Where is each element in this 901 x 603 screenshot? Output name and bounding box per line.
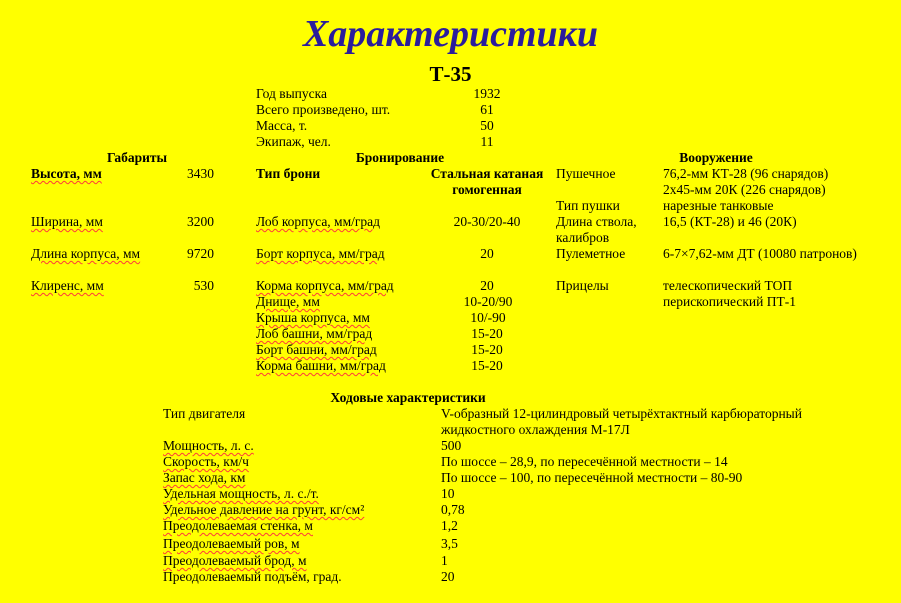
armor-value: 20	[480, 246, 494, 261]
gun-label: Пушечное	[556, 166, 616, 181]
barrel-label: калибров	[556, 230, 610, 245]
running-value: По шоссе – 28,9, по пересечённой местности – 14	[441, 454, 728, 469]
mg-label: Пулеметное	[556, 246, 626, 261]
sights-label: Прицелы	[556, 278, 609, 293]
dimension-value: 3200	[187, 214, 214, 229]
armor-label: Крыша корпуса, мм	[256, 310, 370, 325]
dimension-value: 3430	[187, 166, 214, 181]
gun-type-value: нарезные танковые	[663, 198, 774, 213]
dimension-label: Ширина, мм	[31, 214, 103, 229]
armor-value: 20-30/20-40	[453, 214, 521, 229]
running-label: Запас хода, км	[163, 470, 246, 485]
running-label: Преодолеваемый подъём, град.	[163, 569, 342, 584]
armor-header: Бронирование	[355, 150, 445, 165]
armor-value: 15-20	[471, 326, 503, 341]
general-value: 11	[480, 134, 494, 149]
running-value: 3,5	[441, 536, 458, 551]
gun-type-label: Тип пушки	[556, 198, 620, 213]
engine-label: Тип двигателя	[163, 406, 246, 421]
running-value: 20	[441, 569, 455, 584]
running-header: Ходовые характеристики	[330, 390, 486, 405]
engine-value: жидкостного охлаждения М-17Л	[441, 422, 630, 437]
armor-label: Корма башни, мм/град	[256, 358, 386, 373]
armor-type-label: Тип брони	[256, 166, 321, 181]
page-title: Характеристики	[302, 13, 599, 55]
dimension-value: 9720	[187, 246, 214, 261]
running-label: Мощность, л. с.	[163, 438, 254, 453]
general-label: Год выпуска	[256, 86, 327, 101]
sights-value: телескопический ТОП	[663, 278, 793, 293]
sights-value: перископический ПТ-1	[663, 294, 796, 309]
gun-value: 76,2-мм КТ-28 (96 снарядов)	[663, 166, 829, 181]
armor-type-value: Стальная катаная	[430, 166, 544, 181]
engine-value: V-образный 12-цилиндровый четырёхтактный карбюраторный	[441, 406, 802, 421]
armor-label: Корма корпуса, мм/град	[256, 278, 394, 293]
gun-value: 2х45-мм 20К (226 снарядов)	[663, 182, 826, 197]
barrel-label: Длина ствола,	[556, 214, 637, 229]
armor-label: Лоб корпуса, мм/град	[256, 214, 381, 229]
dimension-label: Высота, мм	[31, 166, 102, 181]
general-value: 61	[480, 102, 494, 117]
running-label: Скорость, км/ч	[163, 454, 249, 469]
running-label: Преодолеваемый брод, м	[163, 553, 307, 568]
running-value: 500	[441, 438, 462, 453]
general-label: Масса, т.	[256, 118, 308, 133]
barrel-value: 16,5 (КТ-28) и 46 (20К)	[663, 214, 797, 229]
armor-value: 15-20	[471, 358, 503, 373]
running-label: Преодолеваемый ров, м	[163, 536, 300, 551]
tank-model: Т-35	[429, 62, 472, 86]
armor-value: 10/-90	[470, 310, 506, 325]
armor-value: 20	[480, 278, 494, 293]
general-value: 1932	[473, 86, 501, 101]
weapons-header: Вооружение	[679, 150, 753, 165]
armor-value: 10-20/90	[463, 294, 513, 309]
armor-value: 15-20	[471, 342, 503, 357]
armor-label: Борт башни, мм/град	[256, 342, 377, 357]
dimension-label: Клиренс, мм	[31, 278, 104, 293]
running-label: Преодолеваемая стенка, м	[163, 518, 313, 533]
running-value: 1,2	[441, 518, 458, 533]
mg-value: 6-7×7,62-мм ДТ (10080 патронов)	[663, 246, 857, 261]
general-label: Всего произведено, шт.	[256, 102, 391, 117]
running-label: Удельное давление на грунт, кг/см²	[163, 502, 365, 517]
dimension-value: 530	[193, 278, 214, 293]
armor-label: Лоб башни, мм/град	[256, 326, 373, 341]
general-label: Экипаж, чел.	[256, 134, 331, 149]
armor-label: Борт корпуса, мм/град	[256, 246, 385, 261]
running-value: По шоссе – 100, по пересечённой местности – 80-90	[441, 470, 743, 485]
running-value: 10	[441, 486, 455, 501]
running-label: Удельная мощность, л. с./т.	[163, 486, 319, 501]
running-value: 1	[441, 553, 448, 568]
general-value: 50	[480, 118, 494, 133]
dimensions-header: Габариты	[106, 150, 168, 165]
armor-label: Днище, мм	[256, 294, 320, 309]
dimension-label: Длина корпуса, мм	[31, 246, 141, 261]
running-value: 0,78	[441, 502, 465, 517]
armor-type-value: гомогенная	[452, 182, 522, 197]
